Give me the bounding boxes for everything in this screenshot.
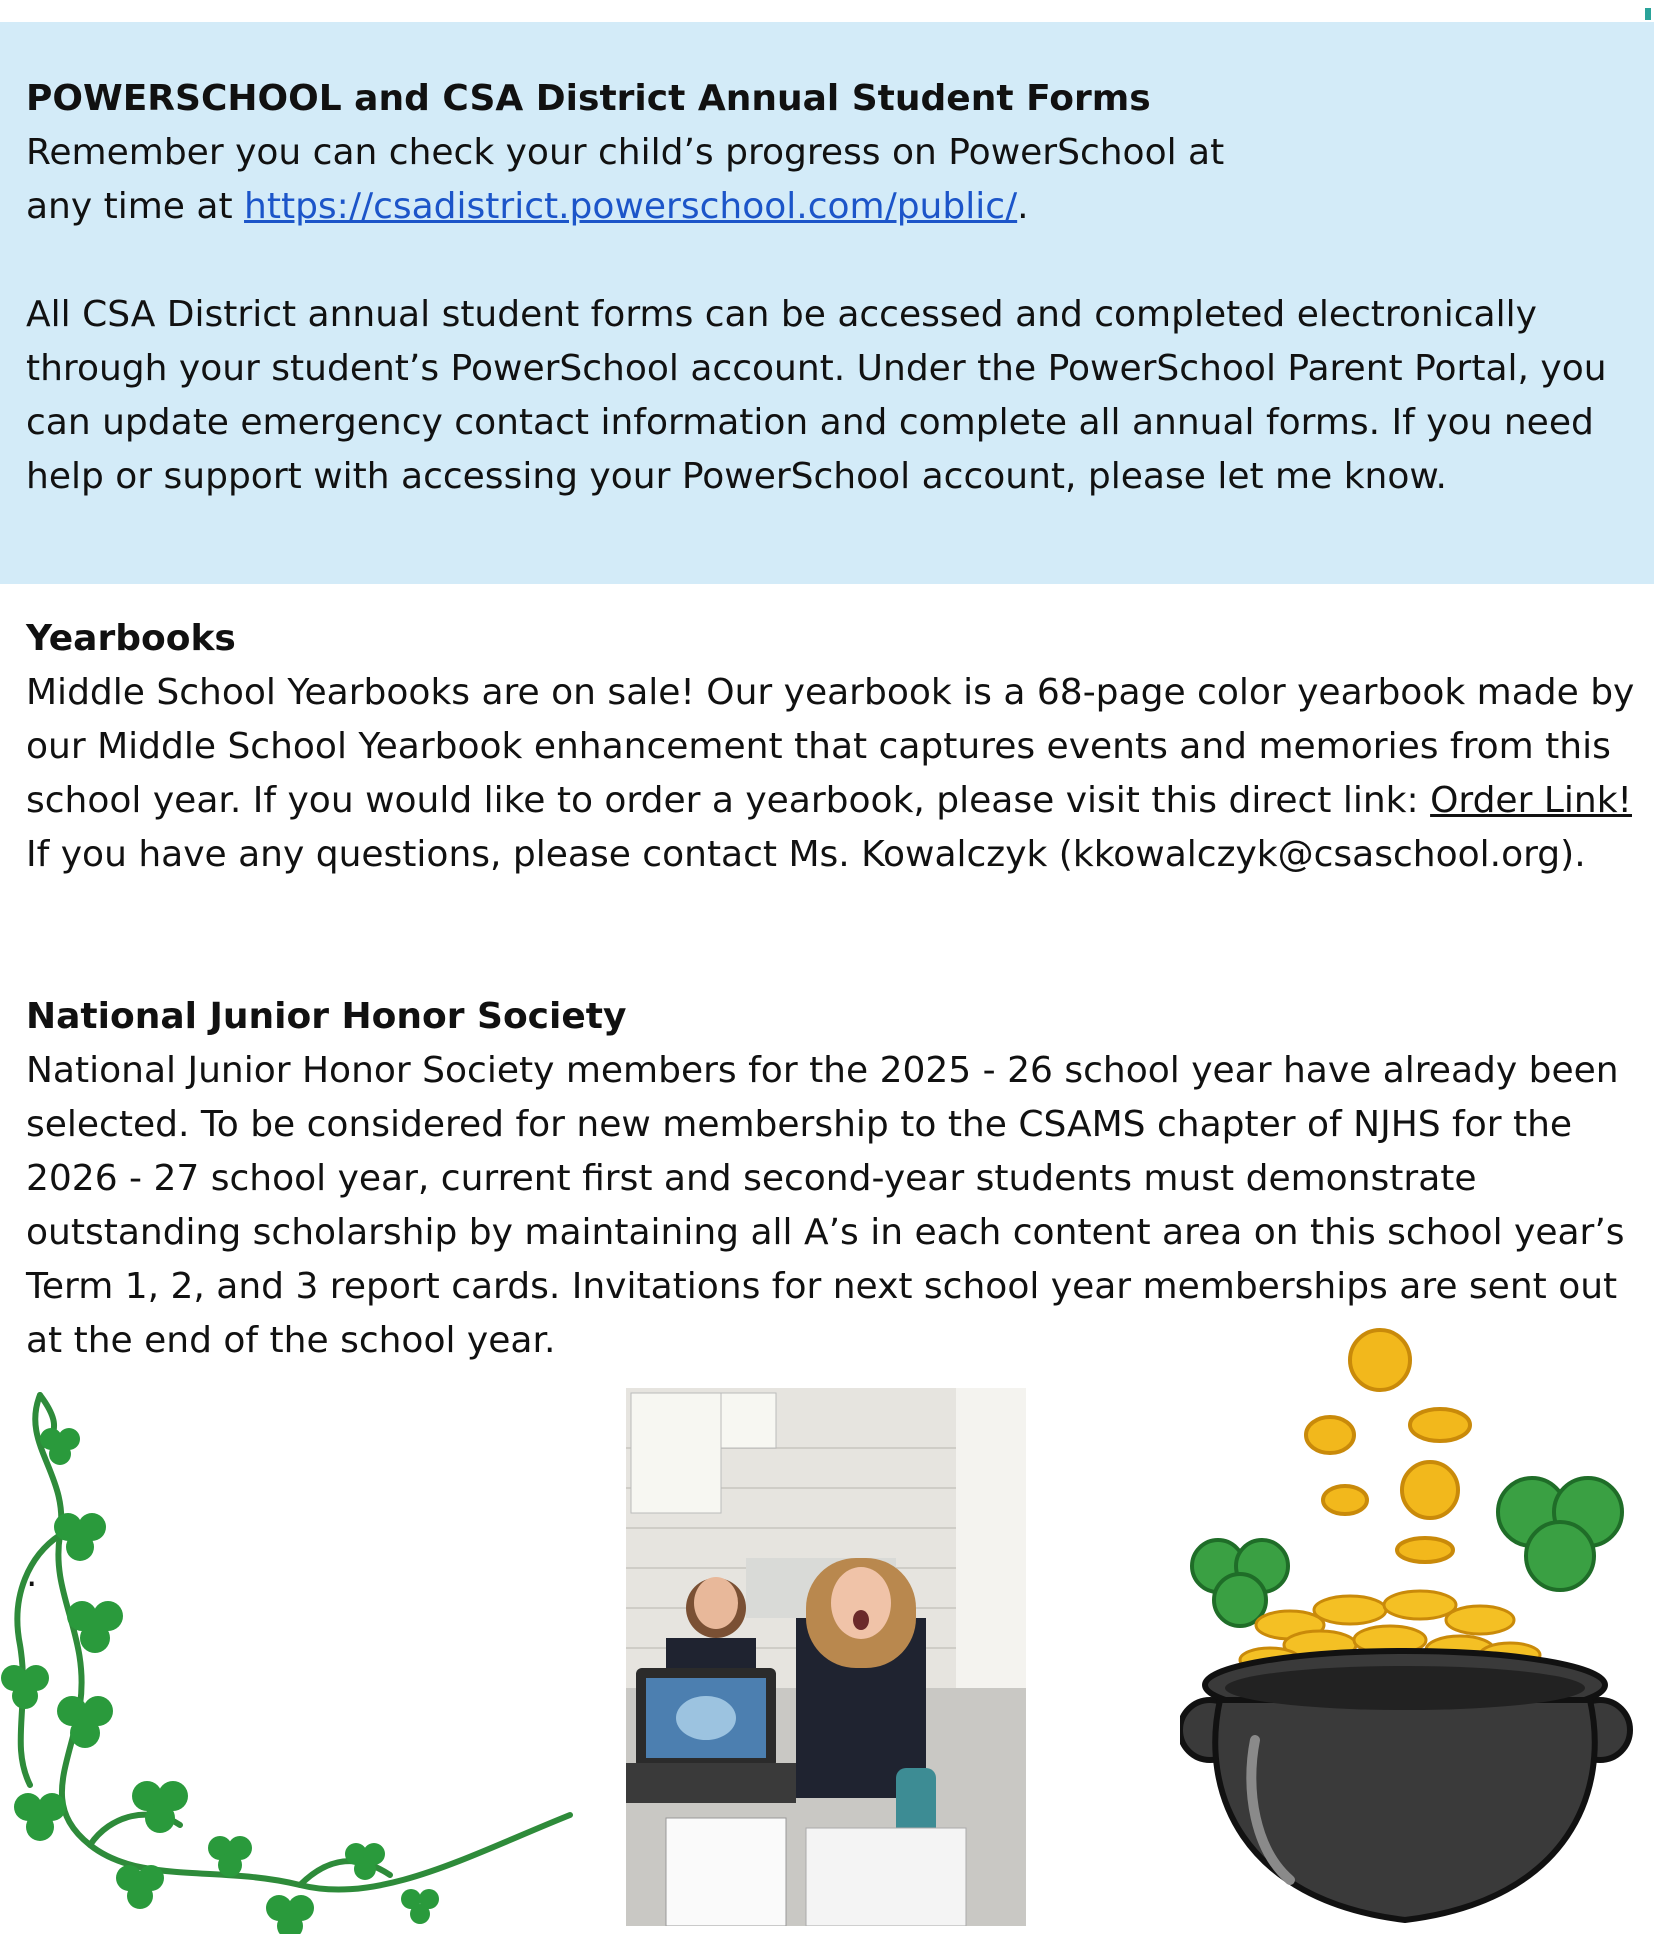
order-link[interactable]: Order Link!	[1430, 780, 1632, 821]
powerschool-heading: POWERSCHOOL and CSA District Annual Student Forms	[26, 78, 1151, 119]
yearbooks-section	[26, 612, 1646, 882]
powerschool-line2-suffix: .	[1017, 186, 1029, 227]
shamrock-vine-illustration	[0, 1385, 580, 1934]
yearbooks-heading: Yearbooks	[26, 618, 236, 659]
yearbooks-text-after: If you have any questions, please contact Ms. Kowalczyk (kkowalczyk@csaschool.org).	[26, 834, 1586, 875]
njhs-paragraph: National Junior Honor Society members for the 2025 - 26 school year have already been selected. To be considered for new membership to the CSAMS chapter of NJHS for the 2026 - 27 school year, current first and second-year students must demonstrate outstanding scholarship by maintaining all A’s in each content area on this school year’s Term 1, 2, and 3 report cards. Invitations for next school year memberships are sent out at the end of the school year.	[26, 1050, 1625, 1361]
powerschool-line2	[26, 180, 1636, 234]
corner-mark	[1645, 8, 1651, 20]
powerschool-line1: Remember you can check your child’s progress on PowerSchool at	[26, 132, 1225, 173]
students-photo	[626, 1388, 1026, 1926]
powerschool-link[interactable]: https://csadistrict.powerschool.com/public/	[244, 186, 1018, 227]
top-border	[0, 0, 1654, 20]
powerschool-forms-paragraph	[26, 288, 1641, 504]
njhs-heading: National Junior Honor Society	[26, 996, 627, 1037]
pot-of-gold-illustration	[1180, 1310, 1654, 1934]
powerschool-line2-prefix: any time at	[26, 186, 245, 227]
yearbooks-paragraph	[26, 666, 1646, 882]
powerschool-paragraph2: All CSA District annual student forms can be accessed and completed electronically through your student’s PowerSchool account. Under the PowerSchool Parent Portal, you can update emergency contact information and complete all annual forms. If you need help or support with accessing your PowerSchool account, please let me know.	[26, 294, 1607, 497]
stray-period: .	[26, 1554, 38, 1595]
powerschool-content	[26, 72, 1636, 234]
yearbooks-text: Middle School Yearbooks are on sale! Our yearbook is a 68-page color yearbook made by our Middle School Yearbook enhancement that captures events and memories from this school year. If you would like to order a yearbook, please visit this direct link:	[26, 672, 1635, 821]
